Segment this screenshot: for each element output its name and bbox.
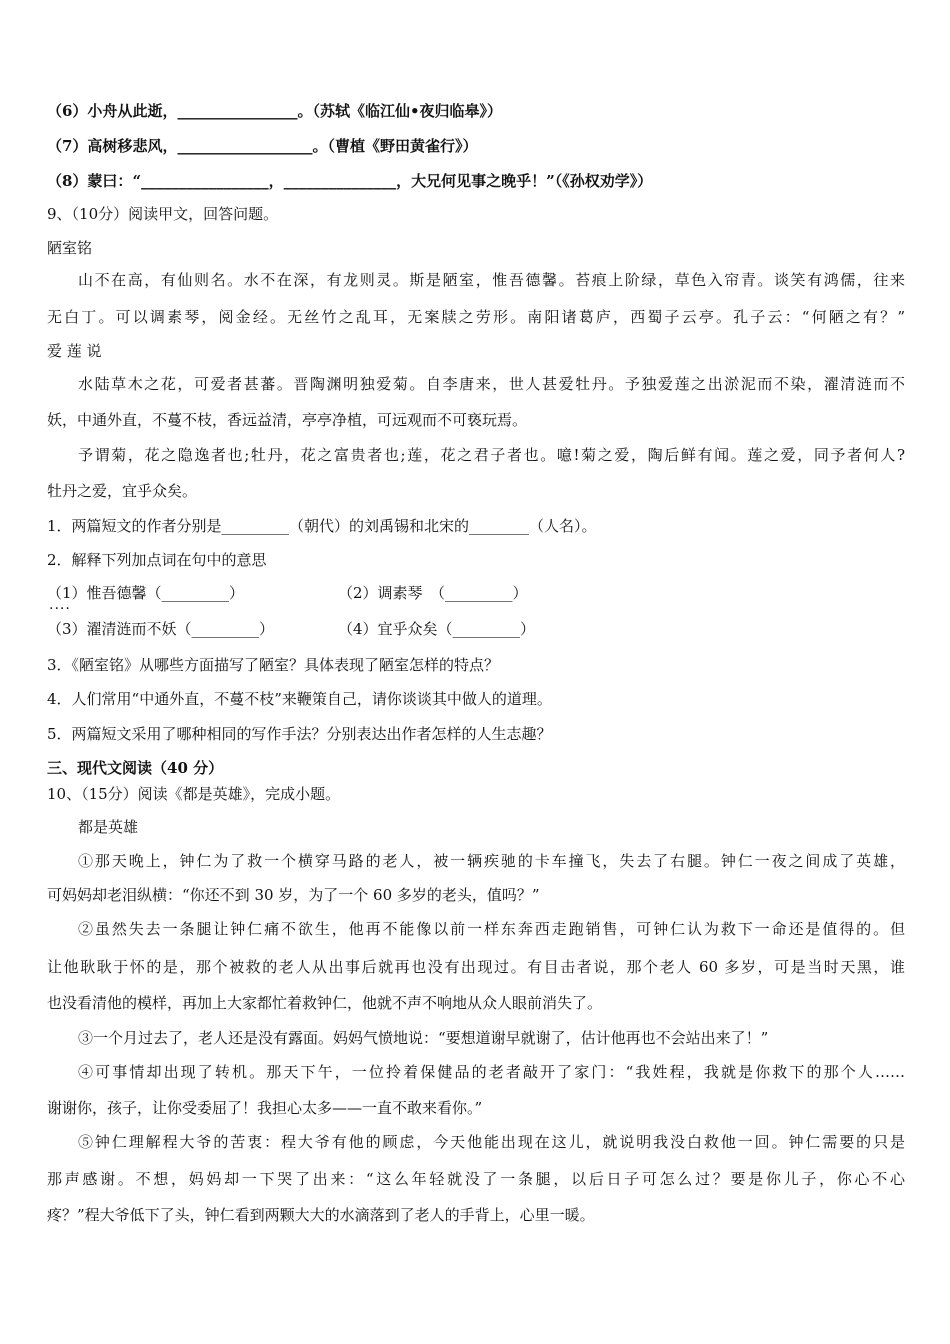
- passage-title-loushiming: 陋室铭: [47, 239, 93, 257]
- fill-blank-item-6: （6）小舟从此逝，________________。（苏轼《临江仙•夜归临皋》）: [47, 102, 503, 120]
- question-10-header: 10、（15分）阅读《都是英雄》，完成小题。: [47, 785, 341, 803]
- story-line: 让他耿耿于怀的是，那个被救的老人从出事后就再也没有出现过。有目击者说，那个老人 60 多岁，可是当时天黑，谁: [47, 958, 905, 976]
- passage2-line: 妖，中通外直，不蔓不枝，香远益清，亭亭净植，可远观而不可亵玩焉。: [47, 411, 528, 429]
- passage3-line: 牡丹之爱，宜乎众矣。: [47, 482, 198, 500]
- passage3-line: 予谓菊，花之隐逸者也;牡丹，花之富贵者也;莲，花之君子者也。噫!菊之爱，陶后鲜有闻。莲之爱，同予者何人?: [78, 446, 905, 464]
- story-line: ②虽然失去一条腿让钟仁痛不欲生，他再不能像以前一样东奔西走跑销售，可钟仁认为救下一命还是值得的。但: [78, 920, 905, 938]
- story-line: ④可事情却出现了转机。那天下午，一位拎着保健品的老者敲开了家门：“我姓程，我就是你救下的那个人……: [78, 1063, 905, 1081]
- word-item-4: （4）宜乎众矣（_________）: [338, 620, 536, 638]
- word-item-blank: （_________）: [146, 584, 245, 602]
- passage-title-ailianshuo: 爱 莲 说: [47, 342, 102, 360]
- passage1-line: 无白丁。可以调素琴，阅金经。无丝竹之乱耳，无案牍之劳形。南阳诸葛庐，西蜀子云亭。孔子云：“何陋之有？”: [47, 308, 905, 326]
- sub-question-2: 2．解释下列加点词在句中的意思: [47, 551, 267, 569]
- word-item-blank: （_________）: [176, 620, 275, 638]
- story-line: 疼？”程大爷低下了头，钟仁看到两颗大大的水滴落到了老人的手背上，心里一暖。: [47, 1206, 595, 1224]
- word-item-text: （3）濯清涟而不妖: [47, 620, 177, 638]
- word-item-text: （1）惟吾德馨 ....: [47, 584, 147, 602]
- section-heading: 三、现代文阅读（40 分）: [47, 759, 224, 777]
- story-line: 谢谢你，孩子，让你受委屈了！我担心太多——一直不敢来看你。”: [47, 1099, 483, 1117]
- story-line: 也没看清他的模样，再加上大家都忙着救钟仁，他就不声不响地从众人眼前消失了。: [47, 994, 603, 1012]
- question-9-header: 9、（10分）阅读甲文，回答问题。: [47, 205, 279, 223]
- story-line: 那声感谢。不想，妈妈却一下哭了出来：“这么年轻就没了一条腿，以后日子可怎么过？要是你儿子，你心不心: [47, 1170, 905, 1188]
- story-line: 可妈妈却老泪纵横：“你还不到 30 岁，为了一个 60 多岁的老头，值吗？”: [47, 886, 540, 904]
- word-item-2: （2）调素琴 （_________）: [338, 584, 528, 602]
- story-line: ①那天晚上，钟仁为了救一个横穿马路的老人，被一辆疾驰的卡车撞飞，失去了右腿。钟仁一夜之间成了英雄，: [78, 852, 905, 870]
- passage-title-dushiyingxiong: 都是英雄: [78, 818, 139, 836]
- sub-question-5: 5．两篇短文采用了哪种相同的写作手法？分别表达出作者怎样的人生志趣？: [47, 725, 552, 743]
- passage2-line: 水陆草木之花，可爱者甚蕃。晋陶渊明独爱菊。自李唐来，世人甚爱牡丹。予独爱莲之出淤泥而不染，濯清涟而不: [78, 375, 905, 393]
- word-item-3: [47, 618, 274, 640]
- sub-question-1: 1．两篇短文的作者分别是_________（朝代）的刘禹锡和北宋的________（人名）。: [47, 517, 597, 535]
- story-line: ③一个月过去了，老人还是没有露面。妈妈气愤地说：“要想道谢早就谢了，估计他再也不会站出来了！”: [78, 1029, 769, 1047]
- story-line: ⑤钟仁理解程大爷的苦衷：程大爷有他的顾虑，今天他能出现在这儿，就说明我没白救他一回。钟仁需要的只是: [78, 1133, 905, 1151]
- word-item-1: [47, 582, 244, 604]
- sub-question-4: 4．人们常用“中通外直，不蔓不枝”来鞭策自己，请你谈谈其中做人的道理。: [47, 690, 552, 708]
- fill-blank-item-7: （7）高树移悲风，__________________。（曹植《野田黄雀行》）: [47, 137, 478, 155]
- passage1-line: 山不在高，有仙则名。水不在深，有龙则灵。斯是陋室，惟吾德馨。苔痕上阶绿，草色入帘青。谈笑有鸿儒，往来: [78, 271, 905, 289]
- fill-blank-item-8: （8）蒙曰：“_________________，_______________，大兄何见事之晚乎！”（《孙权劝学》）: [47, 172, 653, 190]
- sub-question-3: 3．《陋室铭》从哪些方面描写了陋室？具体表现了陋室怎样的特点？: [47, 656, 500, 674]
